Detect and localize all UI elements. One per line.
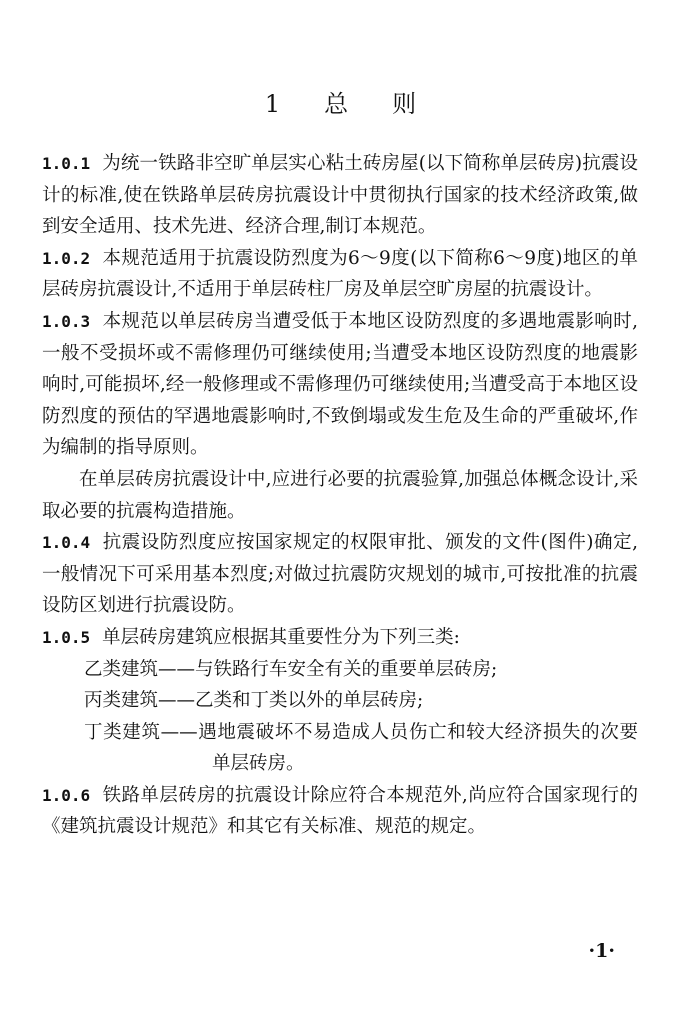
clause-text: 本规范以单层砖房当遭受低于本地区设防烈度的多遇地震影响时,一般不受损坏或不需修理仍可继续使用;当遭受本地区设防烈度的地震影响时,可能损坏,经一般修理或不需修理仍可继续使用;当遭受高于本地区设防烈度的预估的罕遇地震影响时,不致倒塌或发生危及生命的严重破坏,作为编制的指导原则。 bbox=[42, 310, 638, 459]
clause-1-0-3-paragraph-2: 在单层砖房抗震设计中,应进行必要的抗震验算,加强总体概念设计,采取必要的抗震构造措施。 bbox=[42, 468, 638, 522]
clause-1-0-3 bbox=[42, 306, 638, 464]
chapter-title bbox=[0, 84, 681, 119]
clause-1-0-4 bbox=[42, 527, 638, 622]
class-name: 丁类建筑 bbox=[84, 721, 161, 743]
building-class-c bbox=[42, 717, 638, 780]
page-number: ·1· bbox=[588, 940, 615, 962]
clause-text: 单层砖房建筑应根据其重要性分为下列三类: bbox=[102, 626, 460, 648]
class-dash: —— bbox=[158, 658, 196, 680]
clause-number: 1.0.4 bbox=[42, 533, 91, 553]
building-class-a bbox=[42, 654, 638, 686]
clause-number: 1.0.2 bbox=[42, 248, 91, 268]
class-dash: —— bbox=[158, 690, 196, 712]
chapter-title-char-1: 总 bbox=[324, 90, 349, 118]
chapter-body bbox=[42, 148, 638, 843]
class-name: 丙类建筑 bbox=[84, 690, 159, 712]
chapter-title-char-2: 则 bbox=[392, 90, 417, 118]
clause-text: 抗震设防烈度应按国家规定的权限审批、颁发的文件(图件)确定,一般情况下可采用基本烈度;对做过抗震防灾规划的城市,可按批准的抗震设防区划进行抗震设防。 bbox=[42, 532, 638, 617]
class-description: 遇地震破坏不易造成人员伤亡和较大经济损失的次要单层砖房。 bbox=[197, 721, 638, 775]
class-dash: —— bbox=[160, 721, 198, 743]
clause-text: 铁路单层砖房的抗震设计除应符合本规范外,尚应符合国家现行的《建筑抗震设计规范》和其它有关标准、规范的规定。 bbox=[42, 784, 638, 838]
clause-1-0-1 bbox=[42, 148, 638, 243]
clause-number: 1.0.3 bbox=[42, 311, 91, 331]
clause-number: 1.0.1 bbox=[42, 154, 91, 173]
building-class-b bbox=[42, 685, 638, 717]
clause-1-0-5 bbox=[42, 622, 638, 654]
clause-1-0-6 bbox=[42, 780, 638, 843]
clause-number: 1.0.5 bbox=[42, 627, 91, 647]
class-description: 乙类和丁类以外的单层砖房; bbox=[195, 690, 424, 712]
clause-1-0-2 bbox=[42, 243, 638, 306]
chapter-number: 1 bbox=[264, 90, 281, 118]
clause-text: 本规范适用于抗震设防烈度为6～9度(以下简称6～9度)地区的单层砖房抗震设计,不适用于单层砖柱厂房及单层空旷房屋的抗震设计。 bbox=[42, 247, 638, 301]
class-name: 乙类建筑 bbox=[84, 658, 159, 680]
clause-text: 为统一铁路非空旷单层实心粘土砖房屋(以下简称单层砖房)抗震设计的标准,使在铁路单层砖房抗震设计中贯彻执行国家的技术经济政策,做到安全适用、技术先进、经济合理,制订本规范。 bbox=[42, 153, 638, 238]
clause-number: 1.0.6 bbox=[42, 785, 91, 805]
class-description: 与铁路行车安全有关的重要单层砖房; bbox=[195, 658, 498, 680]
